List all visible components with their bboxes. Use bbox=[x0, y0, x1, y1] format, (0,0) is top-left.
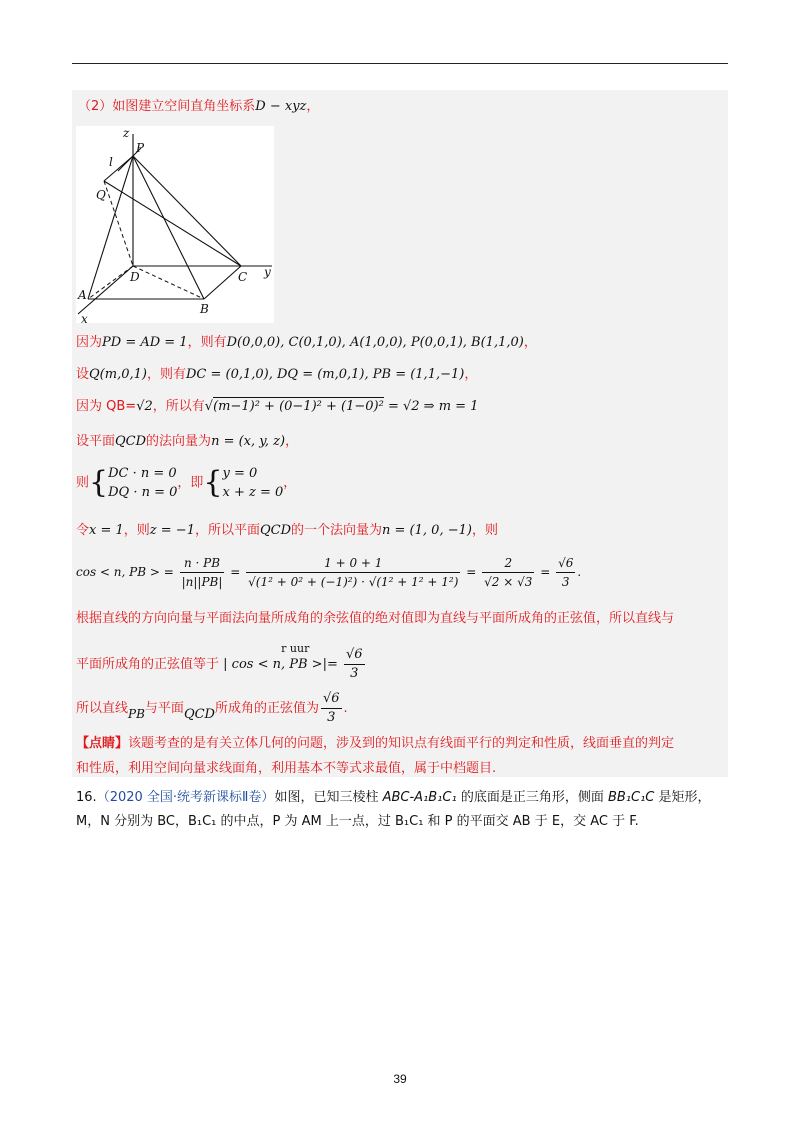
label-p: P bbox=[136, 141, 145, 155]
pyramid-diagram bbox=[76, 126, 274, 323]
label-z: z bbox=[123, 126, 130, 140]
label-y: y bbox=[264, 265, 271, 279]
qb-line: 因为 QB=√2，所以有√(m−1)² + (0−1)² + (1−0)² = √2 ⇒ m = 1 bbox=[76, 399, 479, 414]
header-rule bbox=[72, 63, 728, 64]
label-l: l bbox=[109, 155, 113, 169]
label-x: x bbox=[81, 312, 88, 323]
label-b: B bbox=[200, 302, 209, 316]
pyramid-figure bbox=[76, 126, 274, 323]
step-label: （2）如图建立空间直角坐标系 bbox=[78, 99, 256, 114]
vectors-line: 设Q(m,0,1)，则有DC = (0,1,0), DQ = (m,0,1), PB = (1,1,−1)， bbox=[76, 367, 478, 382]
coord-system: D − xyz bbox=[255, 99, 307, 114]
conclusion-line: 所以直线PB与平面QCD所成角的正弦值为 $\frac{√6}{3}$ . bbox=[76, 691, 348, 725]
explanation-line-1: 根据直线的方向向量与平面法向量所成角的余弦值的绝对值即为直线与平面所成角的正弦值，所以直线与 bbox=[76, 611, 675, 626]
coords-line: 因为PD = AD = 1，则有D(0,0,0), C(0,1,0), A(1,0,0), P(0,0,1), B(1,1,0)， bbox=[76, 335, 537, 350]
page-number: 39 bbox=[393, 1072, 407, 1086]
normal-vector-line: 设平面QCD的法向量为n = (x, y, z)， bbox=[76, 434, 299, 449]
comment-line-1: 【点睛】该题考查的是有关立体几何的问题，涉及到的知识点有线面平行的判定和性质，线面垂直的判定 bbox=[76, 736, 675, 751]
explanation-line-2: 平面所成角的正弦值等于 r uur | cos < n, PB >|= $\frac{√6}{3}$ bbox=[76, 642, 363, 681]
cos-formula: cos < n, PB > = $\frac{n \cdot PB}{|n||PB|}$ = $\frac{1 + 0 + 1}{\text{√(1² + 0² + (−1)²) · √(1² + 1² + 1²)}}$ = $\frac{2}{√2 \times √3}$ = $\frac{√6}{3}$ . bbox=[76, 556, 582, 589]
step-label-line: （2）如图建立空间直角坐标系D − xyz， bbox=[78, 99, 320, 114]
comment-tag: 【点睛】 bbox=[76, 736, 129, 751]
question-16-line-2: M，N 分别为 BC，B₁C₁ 的中点，P 为 AM 上一点，过 B₁C₁ 和 P 的平面交 AB 于 E，交 AC 于 F. bbox=[76, 814, 639, 829]
label-a: A bbox=[78, 288, 87, 302]
label-q: Q bbox=[96, 188, 106, 202]
question-number: 16. bbox=[76, 790, 97, 805]
comment-line-2: 和性质，利用空间向量求线面角，利用基本不等式求最值，属于中档题目. bbox=[76, 761, 497, 776]
question-16-line-1: 16.（2020 全国·统考新课标Ⅱ卷）如图，已知三棱柱 ABC-A₁B₁C₁ 的底面是正三角形，侧面 BB₁C₁C 是矩形， bbox=[76, 790, 711, 805]
let-x-line: 令x = 1，则z = −1，所以平面QCD的一个法向量为n = (1, 0, −1)，则 bbox=[76, 523, 498, 538]
system-line: 则{DC · n = 0 DQ · n = 0，即{y = 0 x + z = 0， bbox=[76, 465, 297, 500]
question-source: （2020 全国·统考新课标Ⅱ卷） bbox=[96, 790, 275, 805]
label-c: C bbox=[238, 270, 248, 284]
label-d: D bbox=[130, 270, 140, 284]
